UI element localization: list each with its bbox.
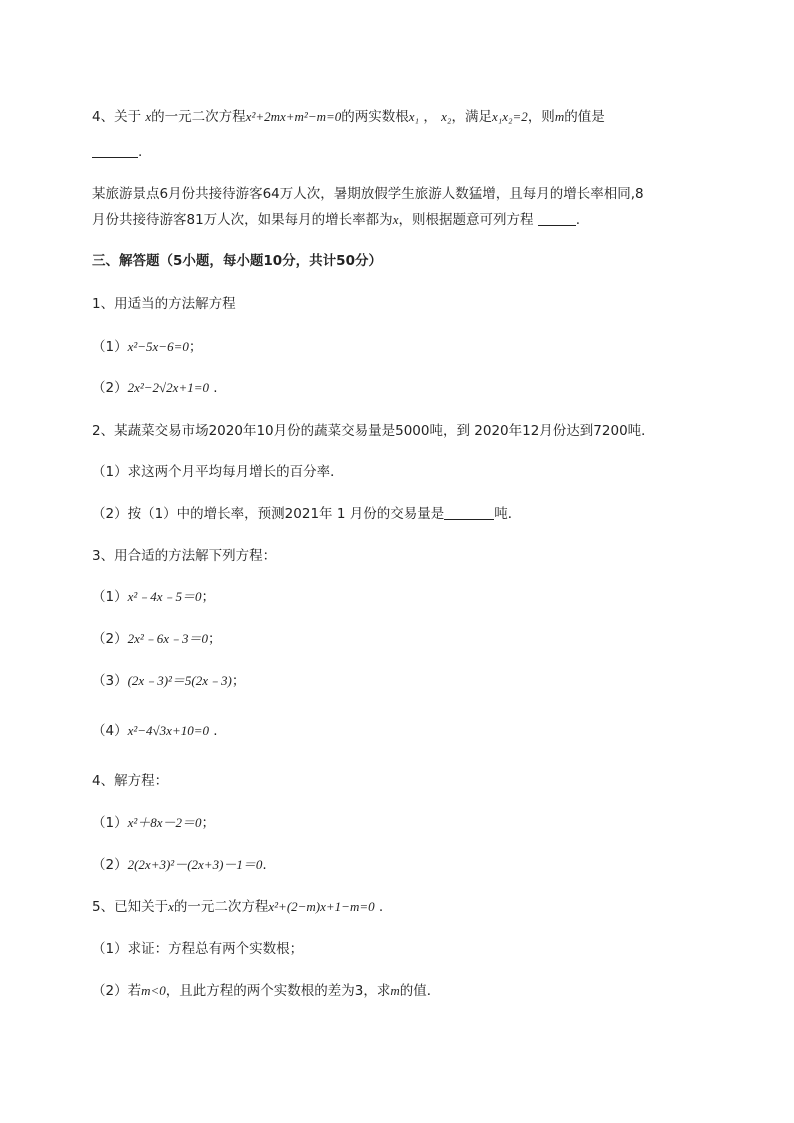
q3-part3: （3）(2x﹣3)²＝5(2x﹣3)； bbox=[92, 673, 246, 689]
q3-part4: （4）x²−4√3x+10=0 . bbox=[92, 723, 218, 739]
answer-blank-q4: . bbox=[92, 143, 142, 161]
q2-part1: （1）求这两个月平均每月增长的百分率． bbox=[92, 464, 344, 480]
fill-blank-q4: 4、关于 x的一元二次方程x²+2mx+m²−m=0的两实数根x₁ ， x₂，满足x₁x₂=2，则m的值是 bbox=[92, 109, 605, 125]
q2-title: 2、某蔬菜交易市场2020年10月份的蔬菜交易量是5000吨，到 2020年12月份达到7200吨． bbox=[92, 423, 655, 439]
q2-part2: （2）按（1）中的增长率，预测2021年 1 月份的交易量是 吨． bbox=[92, 506, 522, 522]
q3-part1: （1）x²﹣4x﹣5＝0； bbox=[92, 589, 216, 605]
q1-part1: （1）x²−5x−6=0； bbox=[92, 339, 203, 355]
q4-part2: （2）2(2x+3)²－(2x+3)－1＝0. bbox=[92, 857, 267, 873]
q1-part2: （2）2x²−2√2x+1=0 . bbox=[92, 380, 218, 396]
section-title: 三、解答题（5小题，每小题10分，共计50分） bbox=[92, 253, 382, 269]
equation: x²+2mx+m²−m=0 bbox=[245, 109, 342, 124]
q1-title: 1、用适当的方法解方程 bbox=[92, 296, 236, 312]
q5-part1: （1）求证：方程总有两个实数根； bbox=[92, 941, 304, 957]
fill-blank-q5-line1: 某旅游景点6月份共接待游客64万人次，暑期放假学生旅游人数猛增，且每月的增长率相同,8 bbox=[92, 186, 644, 202]
q3-title: 3、用合适的方法解下列方程： bbox=[92, 548, 277, 564]
q4-part1: （1）x²＋8x－2＝0； bbox=[92, 815, 216, 831]
q3-part2: （2）2x²﹣6x﹣3＝0； bbox=[92, 631, 222, 647]
q5-title: 5、已知关于x的一元二次方程x²+(2−m)x+1−m=0 . bbox=[92, 899, 384, 915]
fill-blank-q5-line2: 月份共接待游客81万人次，如果每月的增长率都为x，则根据题意可列方程 . bbox=[92, 212, 581, 228]
q4-title: 4、解方程： bbox=[92, 773, 169, 789]
q5-part2: （2）若m<0，且此方程的两个实数根的差为3，求m的值． bbox=[92, 983, 441, 999]
